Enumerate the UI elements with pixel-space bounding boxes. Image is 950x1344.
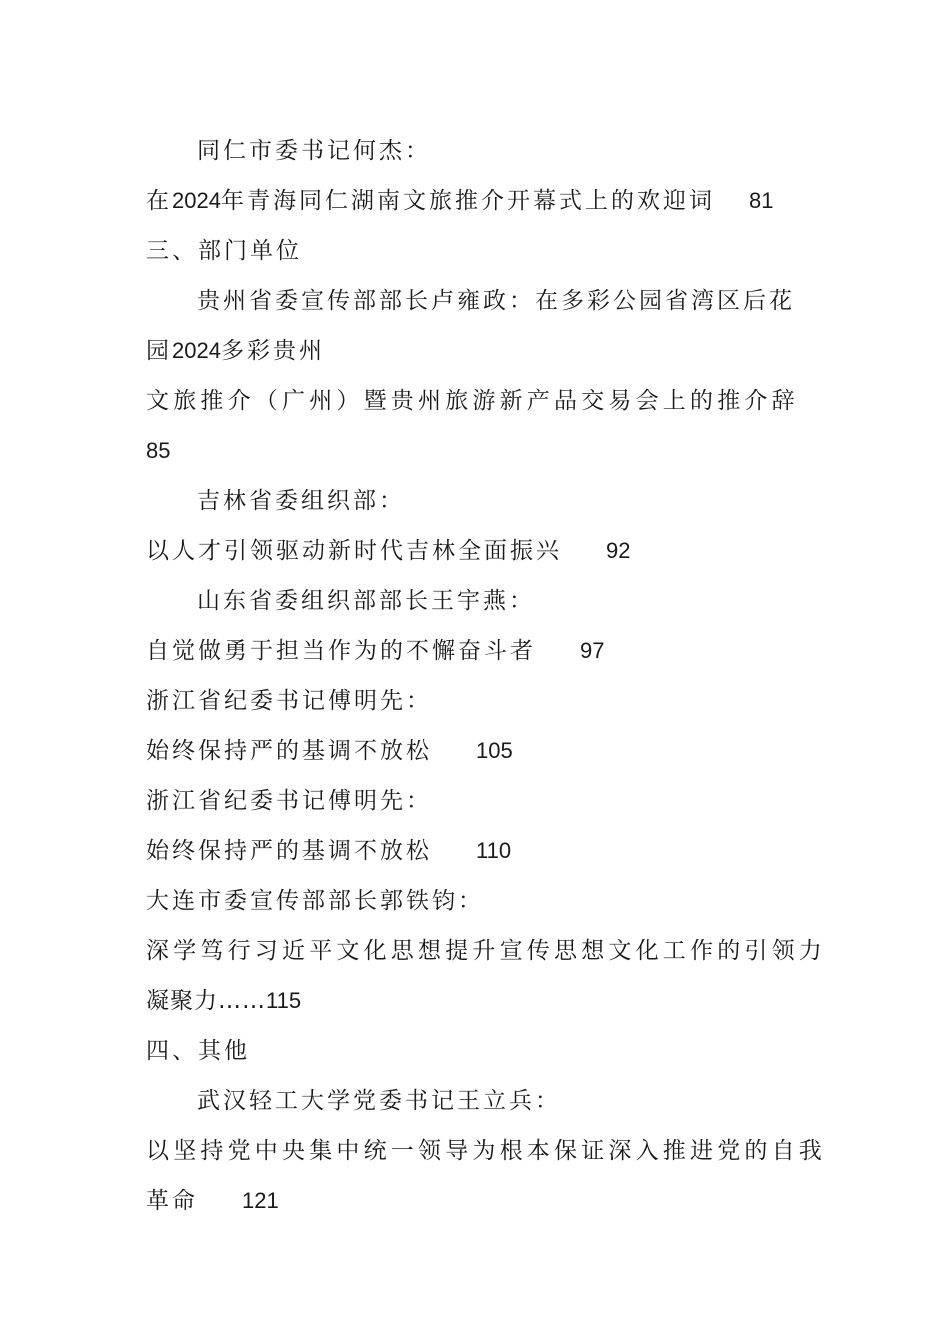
toc-entry-welcome-speech [146, 186, 773, 216]
toc-entry-guizhou-title [146, 386, 799, 416]
toc-heading-zhejiang-1 [146, 686, 432, 716]
toc-speaker: 山东省委组织部部长王宇燕： [197, 588, 535, 614]
toc-page-number: 110 [476, 838, 512, 863]
toc-title: 自觉做勇于担当作为的不懈奋斗者 [146, 638, 536, 664]
toc-speaker: 浙江省纪委书记傅明先： [146, 788, 432, 814]
toc-entry-jilin [146, 536, 630, 566]
toc-entry-guizhou-page [146, 436, 170, 466]
toc-heading-guizhou [197, 286, 795, 316]
toc-title: 年青海同仁湖南文旅推介开幕式上的欢迎词 [220, 188, 715, 214]
toc-title-year: 2024 [172, 188, 221, 213]
toc-title-prefix: 在 [146, 188, 172, 214]
toc-speaker: 浙江省纪委书记傅明先： [146, 688, 432, 714]
toc-page-number: 97 [580, 638, 605, 663]
toc-speaker: 大连市委宣传部部长郭铁钧： [146, 888, 484, 914]
section-heading-3 [146, 236, 302, 266]
toc-speaker: 吉林省委组织部： [197, 488, 405, 514]
toc-page-number: 105 [476, 738, 513, 763]
toc-title: 多彩贵州 [220, 338, 325, 364]
toc-heading-dalian [146, 886, 484, 916]
toc-speaker: 武汉轻工大学党委书记王立兵： [197, 1088, 561, 1114]
toc-entry-shandong [146, 636, 604, 666]
toc-entry-guizhou-cont [146, 336, 325, 366]
toc-title: 以坚持党中央集中统一领导为根本保证深入推进党的自我 [146, 1138, 826, 1164]
toc-page-number: 81 [748, 188, 774, 213]
toc-title: 深学笃行习近平文化思想提升宣传思想文化工作的引领力 [146, 938, 826, 964]
toc-title: 文旅推介（广州）暨贵州旅游新产品交易会上的推介辞 [146, 388, 799, 414]
toc-speaker: 同仁市委书记何杰： [197, 138, 431, 164]
toc-heading-jilin [197, 486, 405, 516]
section-title: 四、其他 [146, 1038, 250, 1064]
section-title: 三、部门单位 [146, 238, 302, 264]
toc-speaker: 贵州省委宣传部部长卢雍政：在多彩公园省湾区后花 [197, 288, 795, 314]
toc-page-number: 92 [606, 538, 631, 563]
section-heading-4 [146, 1036, 250, 1066]
toc-entry-wuhan-cont [146, 1186, 279, 1216]
toc-title: 始终保持严的基调不放松 [146, 838, 432, 864]
toc-title: 始终保持严的基调不放松 [146, 738, 432, 764]
toc-entry-zhejiang-1 [146, 736, 513, 766]
toc-entry-dalian-cont [146, 986, 301, 1016]
toc-entry-zhejiang-2 [146, 836, 511, 866]
toc-title: 以人才引领驱动新时代吉林全面振兴 [146, 538, 562, 564]
toc-heading-tongren [197, 136, 431, 166]
toc-page-number: 121 [242, 1188, 279, 1213]
toc-entry-wuhan-title [146, 1136, 826, 1166]
toc-page-number: 85 [146, 438, 171, 463]
toc-title: 革命 [146, 1188, 198, 1214]
toc-heading-shandong [197, 586, 535, 616]
toc-page-number: 115 [266, 988, 302, 1013]
toc-title-prefix: 园 [146, 338, 172, 364]
toc-title: 凝聚力…… [146, 988, 266, 1014]
toc-heading-wuhan [197, 1086, 561, 1116]
toc-entry-dalian-title [146, 936, 826, 966]
toc-heading-zhejiang-2 [146, 786, 432, 816]
toc-title-year: 2024 [172, 338, 221, 363]
